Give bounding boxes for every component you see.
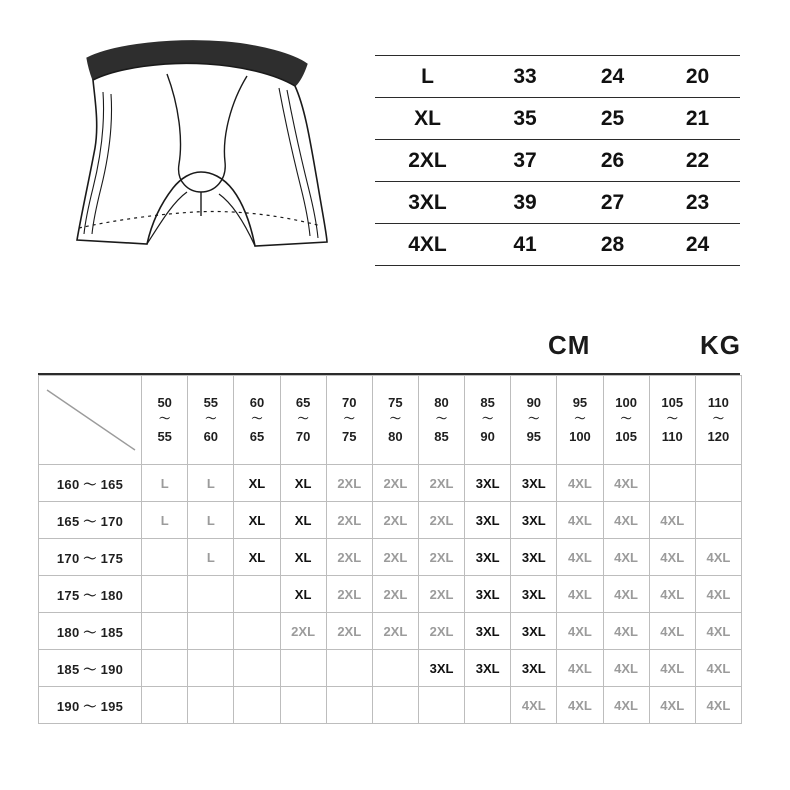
- size-cell: 4XL: [557, 576, 603, 613]
- top-section: [0, 0, 790, 300]
- size-cell: 3XL: [465, 502, 511, 539]
- size-cell: [142, 613, 188, 650]
- size-label: 2XL: [375, 140, 480, 182]
- size-cell: [234, 650, 280, 687]
- measure-value-2: 27: [570, 182, 655, 224]
- weight-from: 50: [157, 395, 172, 411]
- size-cell: 4XL: [557, 650, 603, 687]
- size-cell: 4XL: [557, 687, 603, 724]
- weight-header: [142, 376, 188, 465]
- weight-from: 85: [480, 395, 495, 411]
- unit-label-cm: CM: [548, 330, 591, 360]
- size-cell: [188, 613, 234, 650]
- weight-tilde: ～: [159, 413, 171, 426]
- height-range-label: 190 ～ 195: [39, 687, 142, 724]
- size-cell: 2XL: [418, 576, 464, 613]
- weight-tilde: ～: [205, 413, 217, 426]
- weight-from: 110: [707, 395, 729, 411]
- size-cell: [695, 465, 741, 502]
- size-cell: 4XL: [511, 687, 557, 724]
- size-cell: [234, 613, 280, 650]
- size-cell: XL: [234, 502, 280, 539]
- size-cell: 3XL: [511, 650, 557, 687]
- size-cell: 4XL: [603, 576, 649, 613]
- size-cell: 4XL: [649, 576, 695, 613]
- size-cell: 4XL: [603, 539, 649, 576]
- table-row: [39, 687, 742, 724]
- size-cell: [188, 576, 234, 613]
- weight-header: [695, 376, 741, 465]
- size-cell: 4XL: [649, 650, 695, 687]
- axis-corner-cell: [39, 376, 142, 465]
- weight-tilde: ～: [712, 413, 724, 426]
- size-cell: 3XL: [511, 502, 557, 539]
- size-cell: 4XL: [649, 687, 695, 724]
- matrix-header-row: [39, 376, 742, 465]
- weight-tilde: ～: [251, 413, 263, 426]
- table-row: [39, 502, 742, 539]
- size-cell: [695, 502, 741, 539]
- weight-tilde: ～: [574, 413, 586, 426]
- size-cell: 2XL: [372, 539, 418, 576]
- weight-header: [557, 376, 603, 465]
- measure-value-3: 24: [655, 224, 740, 266]
- units-row: [0, 330, 790, 370]
- table-row: [39, 613, 742, 650]
- table-row: [375, 140, 740, 182]
- table-row: [39, 539, 742, 576]
- weight-to: 55: [157, 428, 172, 444]
- measure-value-1: 33: [480, 56, 570, 98]
- size-cell: 2XL: [372, 465, 418, 502]
- height-range-label: 165 ～ 170: [39, 502, 142, 539]
- table-row: [375, 224, 740, 266]
- weight-tilde: ～: [528, 413, 540, 426]
- diagonal-divider-icon: [45, 384, 137, 456]
- size-cell: XL: [280, 576, 326, 613]
- size-cell: [142, 576, 188, 613]
- size-cell: [280, 687, 326, 724]
- weight-from: 90: [526, 395, 542, 411]
- size-cell: L: [188, 539, 234, 576]
- size-cell: 4XL: [557, 613, 603, 650]
- height-weight-size-matrix: [38, 375, 742, 724]
- size-cell: [234, 576, 280, 613]
- height-range-label: 160 ～ 165: [39, 465, 142, 502]
- measure-value-2: 24: [570, 56, 655, 98]
- unit-label-kg: KG: [700, 330, 741, 360]
- size-cell: 3XL: [465, 650, 511, 687]
- size-cell: 2XL: [326, 539, 372, 576]
- measure-value-2: 26: [570, 140, 655, 182]
- measure-value-3: 21: [655, 98, 740, 140]
- weight-to: 85: [434, 428, 449, 444]
- table-row: [39, 576, 742, 613]
- size-cell: 2XL: [326, 576, 372, 613]
- weight-tilde: ～: [343, 413, 355, 426]
- weight-to: 65: [249, 428, 265, 444]
- table-row: [375, 98, 740, 140]
- height-range-label: 185 ～ 190: [39, 650, 142, 687]
- size-label: 4XL: [375, 224, 480, 266]
- weight-to: 120: [707, 428, 730, 444]
- size-cell: [372, 650, 418, 687]
- size-cell: 3XL: [465, 539, 511, 576]
- size-cell: 3XL: [511, 465, 557, 502]
- size-cell: 3XL: [465, 465, 511, 502]
- weight-from: 80: [434, 395, 449, 411]
- weight-from: 75: [388, 395, 403, 411]
- measure-value-2: 28: [570, 224, 655, 266]
- weight-from: 55: [203, 395, 219, 411]
- size-cell: 4XL: [557, 465, 603, 502]
- weight-to: 75: [342, 428, 357, 444]
- boxer-briefs-illustration: [55, 30, 345, 250]
- size-cell: L: [142, 502, 188, 539]
- size-cell: XL: [280, 502, 326, 539]
- size-cell: 4XL: [603, 650, 649, 687]
- size-cell: 2XL: [326, 465, 372, 502]
- size-cell: [418, 687, 464, 724]
- weight-to: 100: [569, 428, 591, 444]
- size-cell: 2XL: [372, 576, 418, 613]
- size-cell: 2XL: [280, 613, 326, 650]
- table-row: [39, 650, 742, 687]
- size-cell: [649, 465, 695, 502]
- weight-header: [649, 376, 695, 465]
- weight-header: [465, 376, 511, 465]
- height-range-label: 175 ～ 180: [39, 576, 142, 613]
- size-cell: 3XL: [465, 613, 511, 650]
- weight-to: 95: [526, 428, 542, 444]
- size-cell: 4XL: [603, 613, 649, 650]
- size-cell: 4XL: [557, 502, 603, 539]
- size-cell: 4XL: [695, 539, 741, 576]
- size-label: XL: [375, 98, 480, 140]
- size-cell: [372, 687, 418, 724]
- size-cell: 2XL: [326, 502, 372, 539]
- measure-value-1: 37: [480, 140, 570, 182]
- size-cell: [142, 539, 188, 576]
- size-label: 3XL: [375, 182, 480, 224]
- size-cell: 4XL: [603, 465, 649, 502]
- size-matrix-wrapper: [38, 375, 742, 724]
- size-cell: 4XL: [695, 576, 741, 613]
- size-cell: 2XL: [418, 502, 464, 539]
- weight-header: [326, 376, 372, 465]
- size-cell: [280, 650, 326, 687]
- size-cell: 2XL: [418, 539, 464, 576]
- weight-to: 80: [388, 428, 403, 444]
- measure-value-2: 25: [570, 98, 655, 140]
- measure-value-3: 23: [655, 182, 740, 224]
- weight-to: 90: [480, 428, 495, 444]
- size-cell: 4XL: [649, 539, 695, 576]
- size-cell: 4XL: [603, 502, 649, 539]
- table-row: [39, 465, 742, 502]
- weight-to: 110: [661, 428, 683, 444]
- size-cell: L: [142, 465, 188, 502]
- size-cell: 4XL: [695, 613, 741, 650]
- size-cell: 2XL: [372, 613, 418, 650]
- weight-tilde: ～: [436, 413, 448, 426]
- weight-from: 65: [295, 395, 311, 411]
- size-cell: [234, 687, 280, 724]
- size-cell: 3XL: [511, 576, 557, 613]
- size-cell: XL: [280, 539, 326, 576]
- size-cell: 3XL: [418, 650, 464, 687]
- size-cell: L: [188, 465, 234, 502]
- size-cell: 4XL: [649, 613, 695, 650]
- size-cell: [142, 687, 188, 724]
- weight-to: 105: [615, 428, 637, 444]
- weight-header: [188, 376, 234, 465]
- measure-value-3: 20: [655, 56, 740, 98]
- size-cell: 3XL: [511, 539, 557, 576]
- size-cell: 4XL: [603, 687, 649, 724]
- size-measurement-table: [375, 55, 740, 266]
- table-row: [375, 56, 740, 98]
- size-cell: [188, 687, 234, 724]
- size-label: L: [375, 56, 480, 98]
- size-cell: 3XL: [465, 576, 511, 613]
- size-cell: [326, 650, 372, 687]
- size-cell: [326, 687, 372, 724]
- weight-from: 70: [342, 395, 357, 411]
- size-cell: [188, 650, 234, 687]
- size-cell: [465, 687, 511, 724]
- weight-header: [511, 376, 557, 465]
- weight-tilde: ～: [482, 413, 494, 426]
- weight-tilde: ～: [666, 413, 678, 426]
- size-cell: XL: [280, 465, 326, 502]
- weight-header: [418, 376, 464, 465]
- size-cell: 4XL: [557, 539, 603, 576]
- size-cell: 2XL: [372, 502, 418, 539]
- size-cell: L: [188, 502, 234, 539]
- height-range-label: 180 ～ 185: [39, 613, 142, 650]
- measure-value-1: 35: [480, 98, 570, 140]
- weight-to: 60: [203, 428, 219, 444]
- weight-to: 70: [295, 428, 311, 444]
- weight-header: [603, 376, 649, 465]
- weight-header: [372, 376, 418, 465]
- weight-tilde: ～: [620, 413, 632, 426]
- size-cell: 3XL: [511, 613, 557, 650]
- weight-header: [280, 376, 326, 465]
- size-cell: 4XL: [649, 502, 695, 539]
- table-row: [375, 182, 740, 224]
- size-cell: 2XL: [418, 465, 464, 502]
- size-cell: XL: [234, 465, 280, 502]
- size-cell: [142, 650, 188, 687]
- weight-from: 100: [615, 395, 637, 411]
- measure-value-1: 39: [480, 182, 570, 224]
- weight-from: 95: [572, 395, 588, 411]
- measure-value-1: 41: [480, 224, 570, 266]
- height-range-label: 170 ～ 175: [39, 539, 142, 576]
- size-cell: 4XL: [695, 687, 741, 724]
- weight-from: 60: [249, 395, 265, 411]
- weight-from: 105: [661, 395, 684, 411]
- size-cell: 4XL: [695, 650, 741, 687]
- weight-tilde: ～: [389, 413, 401, 426]
- size-cell: 2XL: [418, 613, 464, 650]
- weight-tilde: ～: [297, 413, 309, 426]
- size-cell: XL: [234, 539, 280, 576]
- measure-value-3: 22: [655, 140, 740, 182]
- weight-header: [234, 376, 280, 465]
- size-cell: 2XL: [326, 613, 372, 650]
